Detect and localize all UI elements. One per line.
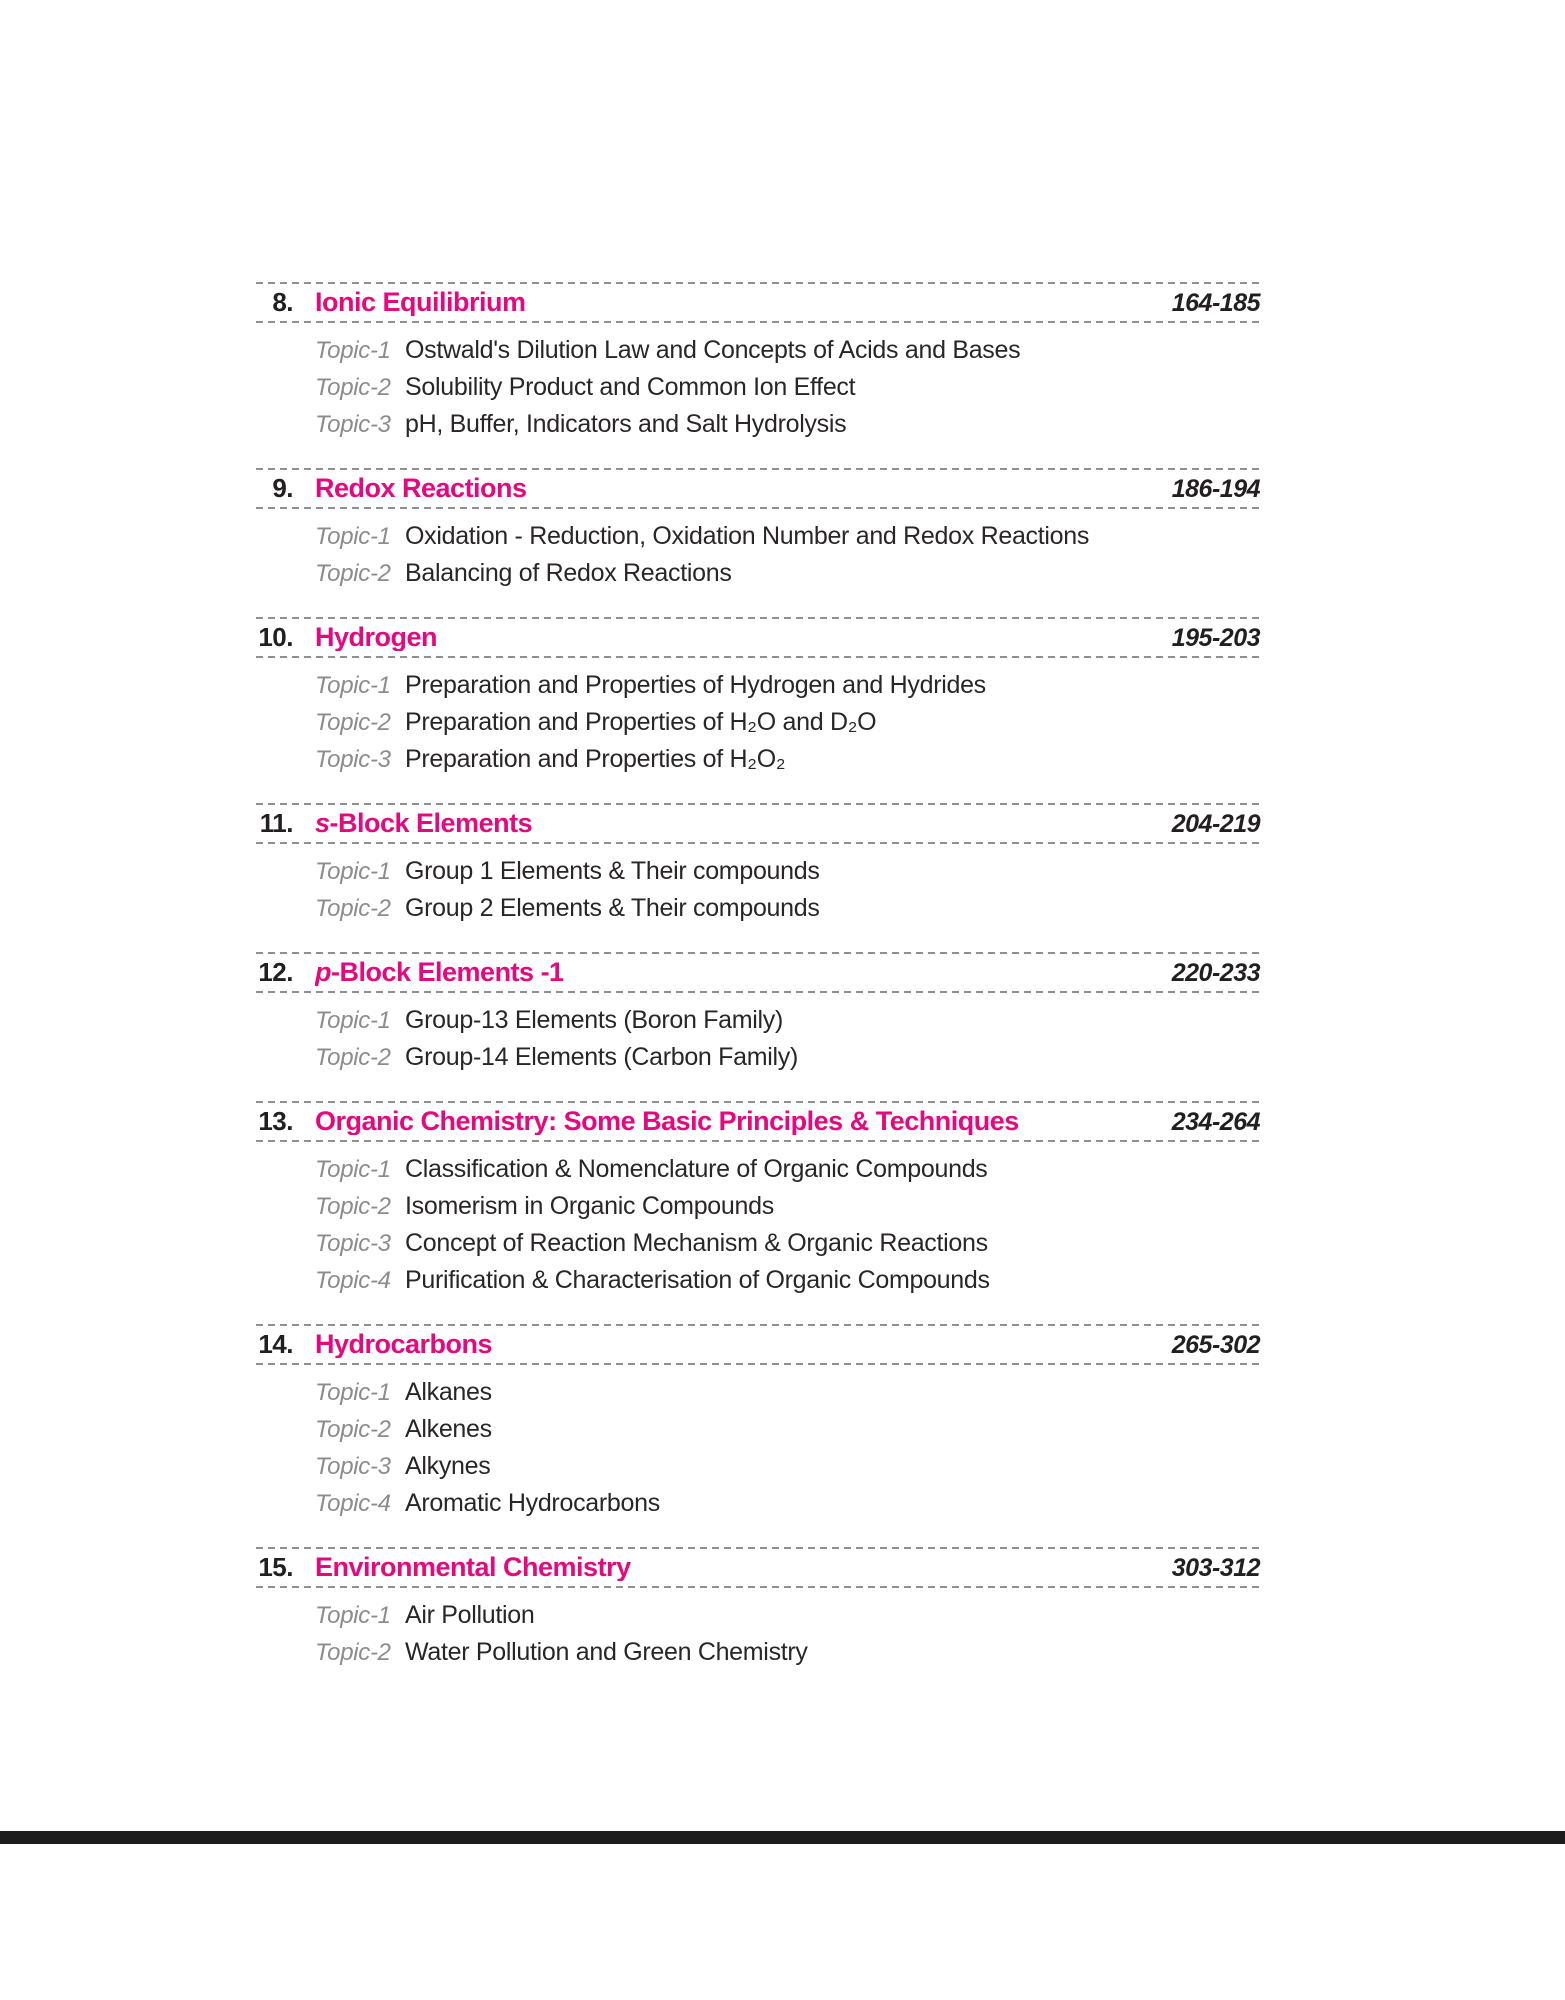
topic-text: Alkynes	[405, 1452, 491, 1480]
chapter-title-text: Redox Reactions	[315, 474, 527, 502]
chapter-title-text: Hydrocarbons	[315, 1330, 493, 1358]
chapter-page-range: 234-264	[1171, 1108, 1260, 1136]
topic-text: Group 1 Elements & Their compounds	[405, 857, 820, 885]
topic-label: Topic-3	[315, 411, 391, 438]
topic-row	[315, 1225, 1260, 1262]
chapter-title	[315, 809, 1160, 837]
chapter-title-text: Environmental Chemistry	[315, 1553, 631, 1581]
chapter-number: 12.	[258, 957, 293, 987]
chapter-title-text: Organic Chemistry: Some Basic Principles & Techniques	[315, 1107, 1019, 1135]
topic-label: Topic-1	[315, 858, 391, 885]
topics-list	[256, 993, 1260, 1101]
topic-label: Topic-2	[315, 709, 391, 736]
chapter-number: 13.	[258, 1106, 293, 1136]
topic-label: Topic-2	[315, 560, 391, 587]
topic-label: Topic-1	[315, 1602, 391, 1629]
topic-label: Topic-2	[315, 1416, 391, 1443]
topic-row	[315, 667, 1260, 704]
chapter-page-range: 303-312	[1171, 1554, 1260, 1582]
chapter-number: 10.	[258, 622, 293, 652]
chapter-title	[315, 1330, 1160, 1358]
topic-label: Topic-2	[315, 1044, 391, 1071]
chapter-header	[256, 470, 1260, 507]
topic-text: Alkanes	[405, 1378, 492, 1406]
topics-list	[256, 323, 1260, 468]
chapter-header	[256, 619, 1260, 656]
chapter-block	[256, 468, 1260, 617]
topic-text: Balancing of Redox Reactions	[405, 559, 732, 587]
chapter-number: 8.	[272, 287, 293, 317]
topic-row	[315, 1485, 1260, 1522]
chapter-block	[256, 1101, 1260, 1324]
chapter-block	[256, 282, 1260, 468]
topic-text: Group-13 Elements (Boron Family)	[405, 1006, 784, 1034]
chapter-block	[256, 952, 1260, 1101]
topic-label: Topic-1	[315, 337, 391, 364]
topics-list	[256, 1365, 1260, 1547]
chapter-header	[256, 284, 1260, 321]
topic-text: Isomerism in Organic Compounds	[405, 1192, 774, 1220]
chapter-title	[315, 1107, 1160, 1135]
topic-text: Water Pollution and Green Chemistry	[405, 1638, 808, 1666]
chapter-block	[256, 803, 1260, 952]
chapter-header	[256, 805, 1260, 842]
chapter-page-range: 220-233	[1171, 959, 1260, 987]
topic-text: Group 2 Elements & Their compounds	[405, 894, 820, 922]
topic-row	[315, 1597, 1260, 1634]
chapter-header	[256, 1103, 1260, 1140]
chapter-block	[256, 1547, 1260, 1696]
topic-row	[315, 555, 1260, 592]
chapter-title-italic-prefix: p	[315, 958, 331, 986]
topic-row	[315, 890, 1260, 927]
topic-row	[315, 406, 1260, 443]
topic-row	[315, 1411, 1260, 1448]
topic-label: Topic-1	[315, 1007, 391, 1034]
topic-row	[315, 332, 1260, 369]
topic-label: Topic-3	[315, 746, 391, 773]
topic-text: Group-14 Elements (Carbon Family)	[405, 1043, 799, 1071]
topic-text: Aromatic Hydrocarbons	[405, 1489, 660, 1517]
topic-label: Topic-1	[315, 523, 391, 550]
topic-text: Concept of Reaction Mechanism & Organic Reactions	[405, 1229, 988, 1257]
chapter-number: 11.	[259, 808, 293, 838]
topic-label: Topic-3	[315, 1230, 391, 1257]
chapter-title-italic-prefix: s	[315, 809, 330, 837]
topic-text: Preparation and Properties of H₂O and D₂O	[405, 708, 877, 736]
topic-row	[315, 369, 1260, 406]
topic-row	[315, 1634, 1260, 1671]
chapter-page-range: 204-219	[1171, 810, 1260, 838]
topics-list	[256, 658, 1260, 803]
toc	[256, 282, 1260, 1696]
topic-row	[315, 704, 1260, 741]
topic-text: Preparation and Properties of H₂O₂	[405, 745, 786, 773]
topic-text: Purification & Characterisation of Organic Compounds	[405, 1266, 990, 1294]
topic-label: Topic-2	[315, 895, 391, 922]
chapter-number: 9.	[272, 473, 293, 503]
chapter-title	[315, 958, 1160, 986]
topic-row	[315, 853, 1260, 890]
chapter-title-text: -Block Elements	[329, 809, 533, 837]
footer-bar	[0, 1831, 1565, 1844]
chapter-title	[315, 288, 1160, 316]
topic-label: Topic-2	[315, 1639, 391, 1666]
topic-text: Solubility Product and Common Ion Effect	[405, 373, 856, 401]
topic-row	[315, 1039, 1260, 1076]
chapter-title	[315, 1553, 1160, 1581]
topic-row	[315, 1002, 1260, 1039]
topic-text: Preparation and Properties of Hydrogen and Hydrides	[405, 671, 986, 699]
topic-text: Classification & Nomenclature of Organic Compounds	[405, 1155, 988, 1183]
topic-label: Topic-1	[315, 1379, 391, 1406]
chapter-block	[256, 1324, 1260, 1547]
topic-row	[315, 741, 1260, 778]
chapter-title-text: Hydrogen	[315, 623, 438, 651]
chapter-title	[315, 623, 1160, 651]
topic-text: Alkenes	[405, 1415, 492, 1443]
chapter-number: 15.	[258, 1552, 293, 1582]
chapter-title-text: -Block Elements -1	[331, 958, 564, 986]
chapter-title-text: Ionic Equilibrium	[315, 288, 526, 316]
topics-list	[256, 844, 1260, 952]
topic-text: Oxidation - Reduction, Oxidation Number and Redox Reactions	[405, 522, 1090, 550]
chapter-number: 14.	[258, 1329, 293, 1359]
chapter-block	[256, 617, 1260, 803]
topics-list	[256, 509, 1260, 617]
chapter-header	[256, 1326, 1260, 1363]
topic-row	[315, 1151, 1260, 1188]
topic-row	[315, 1374, 1260, 1411]
topics-list	[256, 1588, 1260, 1696]
topic-label: Topic-2	[315, 1193, 391, 1220]
topic-row	[315, 1188, 1260, 1225]
chapter-header	[256, 954, 1260, 991]
chapter-page-range: 195-203	[1171, 624, 1260, 652]
topic-label: Topic-2	[315, 374, 391, 401]
chapter-title	[315, 474, 1160, 502]
topic-text: pH, Buffer, Indicators and Salt Hydrolysis	[405, 410, 847, 438]
topics-list	[256, 1142, 1260, 1324]
chapter-header	[256, 1549, 1260, 1586]
topic-row	[315, 1448, 1260, 1485]
topic-row	[315, 518, 1260, 555]
chapter-page-range: 186-194	[1171, 475, 1260, 503]
topic-label: Topic-1	[315, 672, 391, 699]
topic-label: Topic-4	[315, 1267, 391, 1294]
topic-label: Topic-4	[315, 1490, 391, 1517]
topic-label: Topic-3	[315, 1453, 391, 1480]
chapter-page-range: 265-302	[1171, 1331, 1260, 1359]
topic-row	[315, 1262, 1260, 1299]
chapter-page-range: 164-185	[1171, 289, 1260, 317]
topic-text: Air Pollution	[405, 1601, 535, 1629]
topic-label: Topic-1	[315, 1156, 391, 1183]
topic-text: Ostwald's Dilution Law and Concepts of Acids and Bases	[405, 336, 1021, 364]
